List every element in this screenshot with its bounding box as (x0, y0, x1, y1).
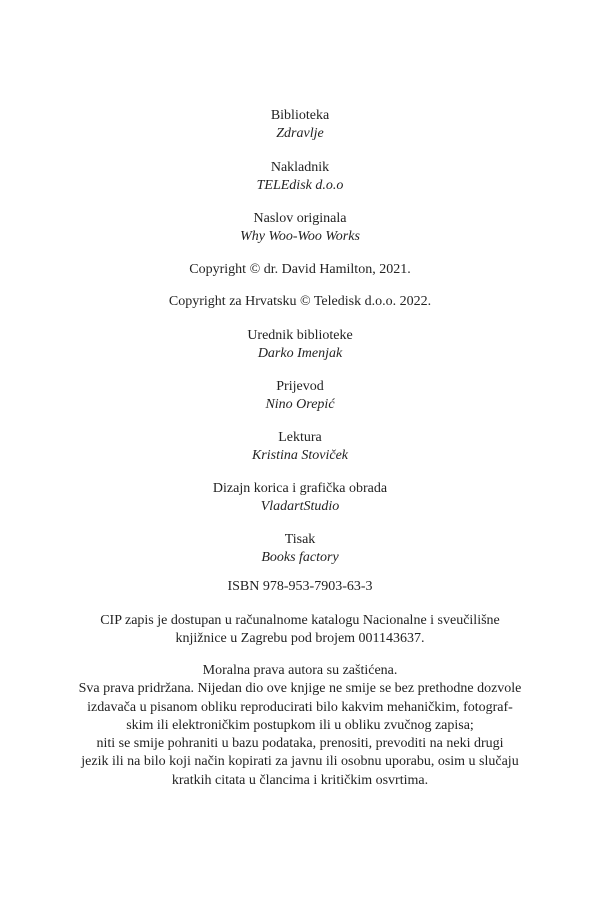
print-entry (0, 531, 600, 567)
isbn-entry (0, 578, 600, 596)
copyright-original: Copyright © dr. David Hamilton, 2021. (189, 262, 411, 277)
editor-value: Darko Imenjak (257, 346, 343, 361)
design-entry (0, 480, 600, 516)
proofreading-value: Kristina Stoviček (251, 448, 349, 463)
copyright-croatia: Copyright za Hrvatsku © Teledisk d.o.o. 2022. (168, 294, 432, 309)
original-title-label: Naslov originala (253, 211, 347, 226)
translation-value: Nino Orepić (265, 397, 335, 412)
rights-line: jezik ili na bilo koji način kopirati za javnu ili osobnu uporabu, osim u slučaju (81, 754, 519, 770)
cip-line: knjižnice u Zagrebu pod brojem 001143637. (175, 631, 425, 647)
design-value: VladartStudio (260, 499, 340, 514)
series-entry (0, 107, 600, 143)
rights-line: Sva prava pridržana. Nijedan dio ove knjige ne smije se bez prethodne dozvole (78, 681, 522, 697)
proofreading-label: Lektura (278, 430, 322, 445)
copyright-original-entry (0, 261, 600, 279)
editor-label: Urednik biblioteke (247, 328, 353, 343)
original-title-value: Why Woo-Woo Works (240, 229, 360, 244)
rights-line: Moralna prava autora su zaštićena. (202, 663, 398, 678)
original-title-entry (0, 210, 600, 246)
rights-line: niti se smije pohraniti u bazu podataka, prenositi, prevoditi na neki drugi (96, 736, 504, 752)
publisher-label: Nakladnik (270, 160, 330, 175)
cip-notice (0, 612, 600, 649)
editor-entry (0, 327, 600, 363)
proofreading-entry (0, 429, 600, 465)
translation-label: Prijevod (276, 379, 324, 394)
copyright-croatia-entry (0, 293, 600, 311)
print-label: Tisak (284, 532, 316, 547)
cip-line: CIP zapis je dostupan u računalnome katalogu Nacionalne i sveučilišne (100, 613, 500, 628)
series-label: Biblioteka (270, 108, 330, 123)
rights-notice (0, 662, 600, 790)
rights-line: kratkih citata u člancima i kritičkim osvrtima. (171, 772, 429, 788)
translation-entry (0, 378, 600, 414)
publisher-value: TELEdisk d.o.o (256, 178, 344, 193)
rights-line: izdavača u pisanom obliku reproducirati bilo kakvim mehaničkim, fotograf- (87, 699, 513, 715)
rights-line: skim ili elektroničkim postupkom ili u obliku zvučnog zapisa; (126, 717, 474, 733)
isbn: ISBN 978-953-7903-63-3 (227, 579, 373, 594)
series-value: Zdravlje (276, 126, 324, 141)
design-label: Dizajn korica i grafička obrada (212, 481, 388, 496)
publisher-entry (0, 159, 600, 195)
print-value: Books factory (261, 550, 339, 565)
